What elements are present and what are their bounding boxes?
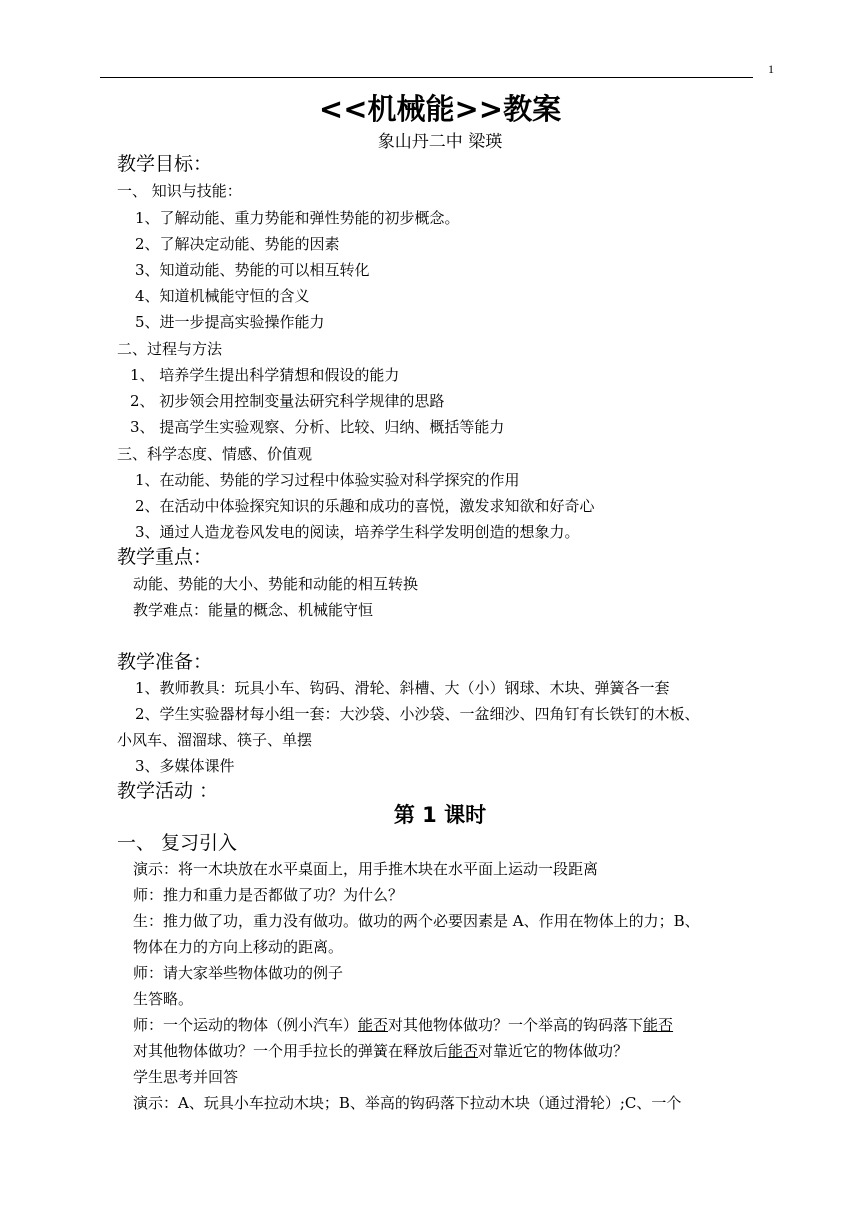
page-number: 1 — [768, 62, 774, 76]
question-text: 对靠近它的物体做功？ — [478, 1042, 629, 1060]
process-item: 1、 培养学生提出科学猜想和假设的能力 — [130, 366, 400, 384]
knowledge-item: 1、了解动能、重力势能和弹性势能的初步概念。 — [135, 209, 460, 227]
key-points-heading: 教学重点： — [117, 546, 213, 568]
demo-line: 演示：A、玩具小车拉动木块；B、举高的钩码落下拉动木块（通过滑轮）;C、一个 — [133, 1094, 682, 1112]
question-text: 对其他物体做功？一个用手拉长的弹簧在释放后 — [133, 1042, 449, 1060]
key-focus: 动能、势能的大小、势能和动能的相互转换 — [133, 575, 419, 593]
review-section-heading: 一、 复习引入 — [117, 832, 238, 854]
attitude-item: 1、在动能、势能的学习过程中体验实验对科学探究的作用 — [135, 471, 520, 489]
question-text: 师：一个运动的物体（例小汽车） — [133, 1016, 359, 1034]
underlined-keyword: 能否 — [358, 1016, 389, 1034]
teacher-question: 师：推力和重力是否都做了功？为什么？ — [133, 886, 404, 904]
attitude-item: 2、在活动中体验探究知识的乐趣和成功的喜悦，激发求知欲和好奇心 — [135, 497, 595, 515]
teacher-question: 师：请大家举些物体做功的例子 — [133, 964, 344, 982]
activities-heading: 教学活动 ： — [117, 780, 219, 802]
document-title: <<机械能>>教案 — [318, 92, 562, 126]
knowledge-heading: 一、 知识与技能： — [117, 182, 242, 200]
preparation-heading: 教学准备： — [117, 651, 213, 673]
knowledge-item: 5、进一步提高实验操作能力 — [135, 313, 325, 331]
question-text: 对其他物体做功？一个举高的钩码落下 — [388, 1016, 644, 1034]
preparation-item-continued: 小风车、溜溜球、筷子、单摆 — [117, 731, 313, 749]
demo-line: 演示：将一木块放在水平桌面上，用手推木块在水平面上运动一段距离 — [133, 860, 599, 878]
process-item: 2、 初步领会用控制变量法研究科学规律的思路 — [130, 392, 445, 410]
lesson-title: 第 1 课时 — [393, 803, 487, 827]
student-answer: 生：推力做了功，重力没有做功。做功的两个必要因素是 A、作用在物体上的力；B、 — [133, 912, 700, 930]
objectives-heading: 教学目标： — [117, 153, 213, 175]
knowledge-item: 2、了解决定动能、势能的因素 — [135, 235, 340, 253]
header-rule — [100, 77, 753, 78]
author-line: 象山丹二中 梁瑛 — [377, 132, 503, 152]
process-heading: 二、过程与方法 — [117, 340, 223, 358]
knowledge-item: 3、知道动能、势能的可以相互转化 — [135, 261, 370, 279]
underlined-keyword: 能否 — [448, 1042, 479, 1060]
underlined-keyword: 能否 — [643, 1016, 674, 1034]
teacher-question — [133, 1012, 673, 1038]
attitude-heading: 三、科学态度、情感、价值观 — [117, 445, 313, 463]
preparation-item: 1、教师教具：玩具小车、钩码、滑轮、斜槽、大（小）钢球、木块、弹簧各一套 — [135, 679, 670, 697]
attitude-item: 3、通过人造龙卷风发电的阅读，培养学生科学发明创造的想象力。 — [135, 523, 580, 541]
student-answer-continued: 物体在力的方向上移动的距离。 — [133, 938, 344, 956]
preparation-item: 3、多媒体课件 — [135, 757, 235, 775]
knowledge-item: 4、知道机械能守恒的含义 — [135, 287, 310, 305]
student-answer: 生答略。 — [133, 990, 194, 1008]
key-difficulty: 教学难点：能量的概念、机械能守恒 — [133, 601, 374, 619]
process-item: 3、 提高学生实验观察、分析、比较、归纳、概括等能力 — [130, 418, 505, 436]
preparation-item: 2、学生实验器材每小组一套：大沙袋、小沙袋、一盆细沙、四角钉有长铁钉的木板、 — [135, 705, 700, 723]
student-response: 学生思考并回答 — [133, 1068, 239, 1086]
teacher-question-continued — [133, 1038, 628, 1064]
